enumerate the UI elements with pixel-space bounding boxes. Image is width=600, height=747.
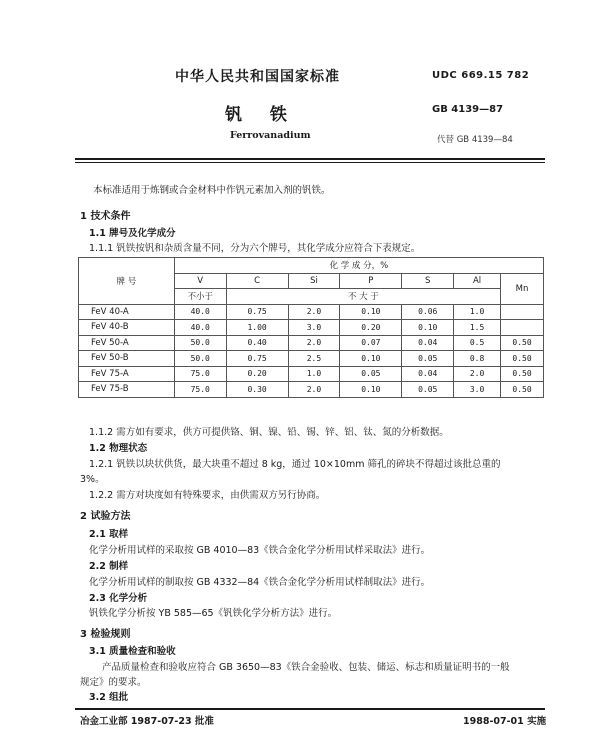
footer-rule <box>75 708 545 710</box>
value-cell: 40.0 <box>174 320 226 336</box>
header-rule-thin <box>75 162 545 163</box>
brand-cell: FeV 50-A <box>79 335 175 351</box>
value-cell: 0.06 <box>402 304 454 320</box>
section-1-heading: 1 技术条件 <box>80 211 131 222</box>
value-cell: 40.0 <box>174 304 226 320</box>
intro-text: 本标准适用于炼钢或合金材料中作钒元素加入剂的钒铁。 <box>93 185 331 196</box>
approval-note: 冶金工业部 1987-07-23 批准 <box>80 716 214 727</box>
section-3-heading: 3 检验规则 <box>80 629 131 640</box>
brand-cell: FeV 40-A <box>79 304 175 320</box>
value-cell: 0.8 <box>454 351 501 367</box>
value-cell: 0.50 <box>501 366 544 382</box>
element-header: C <box>226 273 288 289</box>
section-1-1-heading: 1.1 牌号及化学成分 <box>89 228 176 239</box>
max-label: 不 大 于 <box>226 289 500 305</box>
header-rule-thick <box>75 158 545 160</box>
value-cell: 2.0 <box>288 304 340 320</box>
section-1-2-1-text-cont: 3%。 <box>80 474 105 485</box>
element-header: P <box>340 273 402 289</box>
min-label: 不小于 <box>174 289 226 305</box>
table-row <box>79 320 544 336</box>
section-3-1-text: 产品质量检查和验收应符合 GB 3650—83《铁合金验收、包装、储运、标志和质量证明书的一般 <box>102 662 510 673</box>
value-cell: 0.50 <box>501 335 544 351</box>
element-header: Si <box>288 273 340 289</box>
section-2-heading: 2 试验方法 <box>80 511 131 522</box>
value-cell: 3.0 <box>454 382 501 398</box>
value-cell: 1.00 <box>226 320 288 336</box>
section-3-1-heading: 3.1 质量检查和验收 <box>89 646 176 657</box>
section-1-1-1-text: 1.1.1 钒铁按钒和杂质含量不同，分为六个牌号，其化学成分应符合下表规定。 <box>89 243 421 254</box>
table-row <box>79 382 544 398</box>
composition-table <box>78 257 544 398</box>
value-cell: 0.10 <box>340 351 402 367</box>
value-cell <box>501 320 544 336</box>
standard-title: 中华人民共和国国家标准 <box>175 69 340 85</box>
brand-cell: FeV 75-A <box>79 366 175 382</box>
value-cell: 0.05 <box>340 366 402 382</box>
section-2-3-heading: 2.3 化学分析 <box>89 593 148 604</box>
section-1-2-2-text: 1.2.2 需方对块度如有特殊要求，由供需双方另行协商。 <box>89 490 326 501</box>
value-cell: 0.10 <box>340 304 402 320</box>
value-cell: 1.5 <box>454 320 501 336</box>
value-cell: 75.0 <box>174 366 226 382</box>
value-cell: 0.07 <box>340 335 402 351</box>
english-title: Ferrovanadium <box>230 130 311 141</box>
brand-cell: FeV 40-B <box>79 320 175 336</box>
value-cell: 2.0 <box>288 382 340 398</box>
table-row <box>79 335 544 351</box>
value-cell: 50.0 <box>174 351 226 367</box>
value-cell: 0.04 <box>402 335 454 351</box>
value-cell: 1.0 <box>454 304 501 320</box>
value-cell: 0.20 <box>340 320 402 336</box>
value-cell: 75.0 <box>174 382 226 398</box>
document-title: 钒 铁 <box>225 105 287 125</box>
value-cell: 0.50 <box>501 382 544 398</box>
value-cell: 1.0 <box>288 366 340 382</box>
value-cell: 0.30 <box>226 382 288 398</box>
section-1-1-2-text: 1.1.2 需方如有要求，供方可提供铬、铜、镍、铅、锡、锌、铝、钛、氮的分析数据。 <box>89 427 449 438</box>
element-header: V <box>174 273 226 289</box>
composition-header: 化 学 成 分，% <box>174 258 543 274</box>
value-cell: 0.05 <box>402 382 454 398</box>
value-cell: 0.04 <box>402 366 454 382</box>
brand-cell: FeV 50-B <box>79 351 175 367</box>
section-2-1-heading: 2.1 取样 <box>89 529 129 540</box>
effective-date: 1988-07-01 实施 <box>463 716 547 727</box>
section-2-3-text: 钒铁化学分析按 YB 585—65《钒铁化学分析方法》进行。 <box>89 608 338 619</box>
value-cell <box>501 304 544 320</box>
section-2-1-text: 化学分析用试样的采取按 GB 4010—83《铁合金化学分析用试样采取法》进行。 <box>89 545 431 556</box>
value-cell: 0.40 <box>226 335 288 351</box>
udc-number: UDC 669.15 782 <box>432 70 530 81</box>
value-cell: 50.0 <box>174 335 226 351</box>
element-header: Mn <box>501 273 544 304</box>
value-cell: 2.0 <box>288 335 340 351</box>
value-cell: 3.0 <box>288 320 340 336</box>
gb-number: GB 4139—87 <box>432 104 504 115</box>
value-cell: 0.05 <box>402 351 454 367</box>
value-cell: 0.10 <box>402 320 454 336</box>
table-row <box>79 304 544 320</box>
value-cell: 0.75 <box>226 304 288 320</box>
value-cell: 2.5 <box>288 351 340 367</box>
value-cell: 2.0 <box>454 366 501 382</box>
value-cell: 0.10 <box>340 382 402 398</box>
section-2-2-heading: 2.2 制样 <box>89 561 129 572</box>
section-3-2-heading: 3.2 组批 <box>89 692 129 703</box>
value-cell: 0.5 <box>454 335 501 351</box>
value-cell: 0.75 <box>226 351 288 367</box>
table-row <box>79 366 544 382</box>
value-cell: 0.20 <box>226 366 288 382</box>
brand-cell: FeV 75-B <box>79 382 175 398</box>
brand-header: 牌 号 <box>79 258 175 305</box>
section-3-1-text-cont: 规定》的要求。 <box>80 677 147 688</box>
table-row <box>79 351 544 367</box>
section-1-2-1-text: 1.2.1 钒铁以块状供货，最大块重不超过 8 kg，通过 10×10mm 筛孔的碎块不得超过该批总重的 <box>89 459 501 470</box>
section-1-2-heading: 1.2 物理状态 <box>89 443 148 454</box>
element-header: S <box>402 273 454 289</box>
replaces-note: 代替 GB 4139—84 <box>437 135 513 145</box>
section-2-2-text: 化学分析用试样的制取按 GB 4332—84《铁合金化学分析用试样制取法》进行。 <box>89 577 431 588</box>
element-header: Al <box>454 273 501 289</box>
value-cell: 0.50 <box>501 351 544 367</box>
